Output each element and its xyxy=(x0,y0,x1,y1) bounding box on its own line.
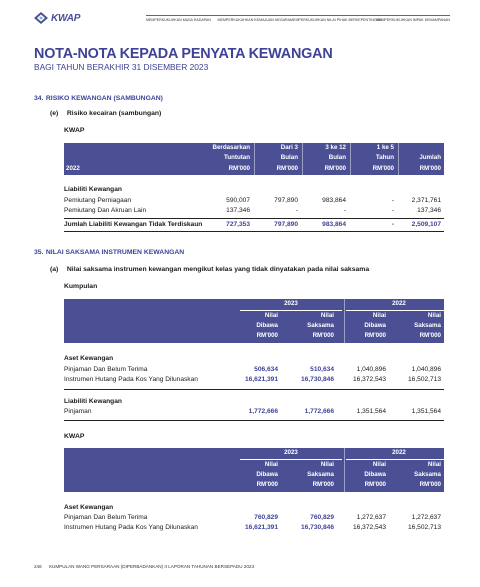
year-underline xyxy=(346,310,444,311)
subsection-a-heading xyxy=(50,266,369,273)
cell-value: 797,890 xyxy=(274,197,298,204)
page-number: 246 xyxy=(34,564,42,569)
entity-label-kwap: KWAP xyxy=(64,127,85,134)
col-header: Tuntutan xyxy=(224,154,250,161)
col-header: RM'000 xyxy=(256,481,278,488)
row-label: Pinjaman Dan Belum Terima xyxy=(64,514,148,521)
table-row xyxy=(64,196,444,206)
cell-value: 760,829 xyxy=(310,514,334,521)
cell-value: 983,864 xyxy=(322,197,346,204)
col-separator xyxy=(344,299,345,343)
col-header: RM'000 xyxy=(364,481,386,488)
row-label: Pemiutang Perniagaan xyxy=(64,197,132,204)
header-tabs xyxy=(146,15,450,22)
col-separator xyxy=(344,448,345,492)
table-row xyxy=(64,365,444,375)
col-header: Tahun xyxy=(375,154,394,161)
row-label: Instrumen Hutang Pada Kos Yang Dilunaskan xyxy=(64,524,198,531)
col-header: RM'000 xyxy=(276,165,298,172)
cell-value: 590,007 xyxy=(226,197,250,204)
header-tab-1[interactable]: MEMPERKUKUHKAN MASA HADAPAN xyxy=(146,15,218,22)
subsection-e-heading xyxy=(50,110,161,117)
col-header: Nilai xyxy=(427,461,441,468)
footer-text: KUMPULAN WANG PERSARAAN (DIPERBADANKAN) II LAPORAN TAHUNAN BERSEPADU 2023 xyxy=(48,564,255,569)
col-header: Dibawa xyxy=(364,322,386,329)
cell-value: 16,502,713 xyxy=(407,524,441,531)
col-separator xyxy=(302,143,303,175)
divider xyxy=(64,218,444,219)
total-value: - xyxy=(391,221,394,228)
cell-value: 16,372,543 xyxy=(352,376,386,383)
total-value: 727,353 xyxy=(226,221,250,228)
cell-value: 760,829 xyxy=(254,514,278,521)
col-header: Jumlah xyxy=(419,154,441,161)
section-number: 34. xyxy=(34,95,44,102)
col-header: Saksama xyxy=(307,322,334,329)
table-row xyxy=(64,375,444,385)
page-title: NOTA-NOTA KEPADA PENYATA KEWANGAN xyxy=(34,46,333,62)
col-separator xyxy=(350,143,351,175)
group-label xyxy=(64,397,444,407)
col-header: Dibawa xyxy=(256,322,278,329)
cell-value: - xyxy=(343,207,346,214)
col-header: RM'000 xyxy=(419,481,441,488)
year-header: 2023 xyxy=(284,449,298,456)
cell-value: 1,772,666 xyxy=(304,408,334,415)
table-year: 2022 xyxy=(66,165,80,172)
col-header: Dibawa xyxy=(364,471,386,478)
subsection-number: (e) xyxy=(50,110,59,117)
header-tab-3[interactable]: MEMPERKUKUHKAN NILAI PIHAK BERKEPENTINGAN xyxy=(290,15,376,22)
subsection-number: (a) xyxy=(50,266,59,273)
col-header: Bulan xyxy=(328,154,346,161)
cell-value: 16,372,543 xyxy=(352,524,386,531)
col-header: Nilai xyxy=(264,461,278,468)
col-header: RM'000 xyxy=(364,332,386,339)
section-34-heading xyxy=(34,95,163,102)
col-header: RM'000 xyxy=(419,332,441,339)
col-header: Nilai xyxy=(427,312,441,319)
cell-value: 16,621,391 xyxy=(244,524,278,531)
cell-value: 16,730,846 xyxy=(300,524,334,531)
cell-value: - xyxy=(391,197,394,204)
col-separator xyxy=(398,143,399,175)
divider xyxy=(64,389,444,390)
logo-text: KWAP xyxy=(51,12,81,24)
cell-value: 1,351,564 xyxy=(411,408,441,415)
cell-value: 506,634 xyxy=(254,366,278,373)
cell-value: 1,040,896 xyxy=(411,366,441,373)
table-row xyxy=(64,407,444,417)
cell-value: 137,346 xyxy=(417,207,441,214)
col-header: RM'000 xyxy=(312,332,334,339)
total-value: 797,890 xyxy=(274,221,298,228)
table-row xyxy=(64,206,444,216)
group-title: Liabiliti Kewangan xyxy=(64,398,122,405)
col-separator xyxy=(254,143,255,175)
group-title: Aset Kewangan xyxy=(64,504,114,511)
kwap-logo xyxy=(34,12,80,24)
cell-value: 16,730,846 xyxy=(300,376,334,383)
row-label: Instrumen Hutang Pada Kos Yang Dilunaskan xyxy=(64,376,198,383)
cell-value: 16,621,391 xyxy=(244,376,278,383)
group-label xyxy=(64,354,444,364)
table-row xyxy=(64,523,444,533)
row-label: Pinjaman Dan Belum Terima xyxy=(64,366,148,373)
divider xyxy=(64,231,444,232)
year-header: 2022 xyxy=(392,449,406,456)
col-header: Dibawa xyxy=(256,471,278,478)
col-header: 3 ke 12 xyxy=(325,144,346,151)
divider xyxy=(64,420,444,421)
col-header: 1 ke 5 xyxy=(376,144,394,151)
kwap-logo-icon xyxy=(34,12,48,24)
col-header: Dari 3 xyxy=(280,144,298,151)
group-title: Liabiliti Kewangan xyxy=(64,186,122,193)
col-header: RM'000 xyxy=(312,481,334,488)
section-title: NILAI SAKSAMA INSTRUMEN KEWANGAN xyxy=(45,249,185,256)
total-value: 983,864 xyxy=(322,221,346,228)
cell-value: 16,502,713 xyxy=(407,376,441,383)
row-label: Pemiutang Dan Akruan Lain xyxy=(64,207,147,214)
col-header: Saksama xyxy=(307,471,334,478)
section-title: RISIKO KEWANGAN (SAMBUNGAN) xyxy=(45,95,163,102)
col-header: RM'000 xyxy=(228,165,250,172)
page-footer xyxy=(34,564,254,569)
col-header: RM'000 xyxy=(419,165,441,172)
col-header: Berdasarkan xyxy=(212,144,250,151)
page-header xyxy=(34,10,450,30)
subsection-title: Nilai saksama instrumen kewangan mengikut kelas yang tidak dinyatakan pada nilai saksama xyxy=(66,266,370,273)
cell-value: 1,772,666 xyxy=(248,408,278,415)
cell-value: 1,040,896 xyxy=(356,366,386,373)
total-label: Jumlah Liabiliti Kewangan Tidak Terdiskaun xyxy=(64,221,203,228)
cell-value: 1,272,637 xyxy=(411,514,441,521)
col-header: Nilai xyxy=(320,312,334,319)
fair-value-table-kumpulan-header xyxy=(64,299,444,343)
group-label xyxy=(64,503,444,513)
section-number: 35. xyxy=(34,249,44,256)
table-row xyxy=(64,513,444,523)
col-header: Nilai xyxy=(264,312,278,319)
cell-value: 1,351,564 xyxy=(356,408,386,415)
year-underline xyxy=(346,459,444,460)
col-header: Saksama xyxy=(414,322,441,329)
col-header: RM'000 xyxy=(372,165,394,172)
year-header: 2023 xyxy=(284,300,298,307)
col-header: Nilai xyxy=(372,312,386,319)
header-tab-4[interactable]: MEMPERKUKUHKAN IMPAK KEMAMPANAN xyxy=(376,15,450,22)
year-header: 2022 xyxy=(392,300,406,307)
entity-label-kumpulan: Kumpulan xyxy=(64,283,98,290)
col-header: Bulan xyxy=(280,154,298,161)
col-header: Nilai xyxy=(320,461,334,468)
section-35-heading xyxy=(34,249,184,256)
row-label: Pinjaman xyxy=(64,408,92,415)
subsection-title: Risiko kecairan (sambungan) xyxy=(66,110,162,117)
year-underline xyxy=(240,459,342,460)
total-value: 2,509,107 xyxy=(411,221,441,228)
cell-value: 137,346 xyxy=(226,207,250,214)
col-header: RM'000 xyxy=(256,332,278,339)
total-row xyxy=(64,220,444,230)
header-tab-2[interactable]: MEMPERKUKUHKAN KEMAJUAN NEGARA xyxy=(218,15,291,22)
year-underline xyxy=(240,310,342,311)
cell-value: - xyxy=(295,207,298,214)
entity-label-kwap-2: KWAP xyxy=(64,433,85,440)
page-subtitle: BAGI TAHUN BERAKHIR 31 DISEMBER 2023 xyxy=(34,62,209,72)
col-header: Nilai xyxy=(372,461,386,468)
cell-value: 510,634 xyxy=(310,366,334,373)
cell-value: 1,272,637 xyxy=(356,514,386,521)
col-header: RM'000 xyxy=(324,165,346,172)
group-label xyxy=(64,185,444,195)
cell-value: 2,371,761 xyxy=(411,197,441,204)
cell-value: - xyxy=(391,207,394,214)
col-header: Saksama xyxy=(414,471,441,478)
liquidity-table-header xyxy=(64,143,444,175)
fair-value-table-kwap-header xyxy=(64,448,444,492)
group-title: Aset Kewangan xyxy=(64,355,114,362)
